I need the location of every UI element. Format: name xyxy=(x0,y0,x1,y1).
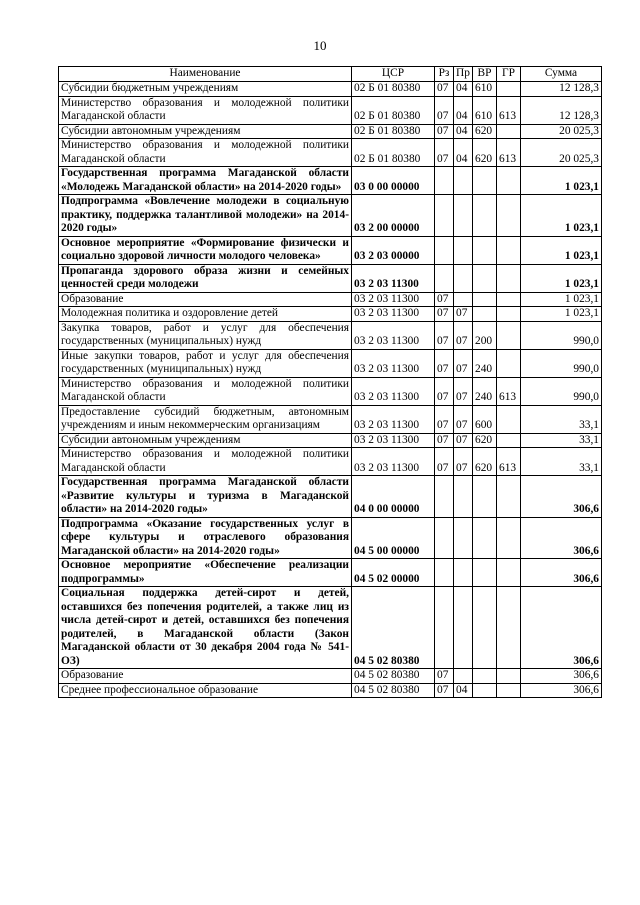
cell-csr: 02 Б 01 80380 xyxy=(352,82,435,97)
cell-pr: 04 xyxy=(454,124,473,139)
cell-csr: 03 2 03 11300 xyxy=(352,349,435,377)
cell-gr: 613 xyxy=(497,139,521,167)
cell-pr xyxy=(454,292,473,307)
cell-gr xyxy=(497,669,521,684)
cell-name: Социальная поддержка детей-сирот и детей, оставшихся без попечения родителей, а также лиц из числа детей-сирот и детей, оставшихся без попечения родителей, в Магаданской области (Закон Магаданской области от 30 декабря 2004 года № 541-ОЗ) xyxy=(59,587,352,669)
cell-vr: 620 xyxy=(473,433,497,448)
cell-pr xyxy=(454,587,473,669)
cell-pr: 04 xyxy=(454,82,473,97)
cell-csr: 04 0 00 00000 xyxy=(352,476,435,518)
cell-name: Министерство образования и молодежной политики Магаданской области xyxy=(59,377,352,405)
table-row xyxy=(59,321,602,349)
cell-csr: 03 2 03 11300 xyxy=(352,448,435,476)
cell-pr xyxy=(454,476,473,518)
cell-rz: 07 xyxy=(435,96,454,124)
cell-vr xyxy=(473,669,497,684)
cell-name: Министерство образования и молодежной политики Магаданской области xyxy=(59,96,352,124)
cell-pr xyxy=(454,264,473,292)
cell-gr xyxy=(497,236,521,264)
cell-name: Молодежная политика и оздоровление детей xyxy=(59,307,352,322)
table-row xyxy=(59,292,602,307)
cell-pr: 04 xyxy=(454,683,473,698)
cell-name: Подпрограмма «Оказание государственных услуг в сфере культуры и отраслевого образования Магаданской области» на 2014-2020 годы» xyxy=(59,517,352,559)
table-row xyxy=(59,195,602,237)
table-row xyxy=(59,433,602,448)
cell-vr xyxy=(473,307,497,322)
cell-vr: 610 xyxy=(473,96,497,124)
cell-name: Государственная программа Магаданской области «Развитие культуры и туризма в Магаданской области» на 2014-2020 годы» xyxy=(59,476,352,518)
cell-sum: 306,6 xyxy=(521,476,602,518)
cell-csr: 03 2 03 11300 xyxy=(352,292,435,307)
cell-name: Образование xyxy=(59,292,352,307)
cell-gr xyxy=(497,476,521,518)
cell-vr: 600 xyxy=(473,405,497,433)
cell-pr xyxy=(454,517,473,559)
table-row xyxy=(59,669,602,684)
header-name: Наименование xyxy=(59,67,352,82)
cell-name: Государственная программа Магаданской области «Молодежь Магаданской области» на 2014-2020 годы» xyxy=(59,167,352,195)
cell-name: Субсидии автономным учреждениям xyxy=(59,124,352,139)
table-row xyxy=(59,517,602,559)
cell-pr: 07 xyxy=(454,377,473,405)
cell-name: Образование xyxy=(59,669,352,684)
cell-gr: 613 xyxy=(497,96,521,124)
table-row xyxy=(59,405,602,433)
header-csr: ЦСР xyxy=(352,67,435,82)
cell-rz xyxy=(435,559,454,587)
cell-vr xyxy=(473,292,497,307)
cell-vr: 620 xyxy=(473,139,497,167)
cell-gr xyxy=(497,292,521,307)
cell-sum: 306,6 xyxy=(521,683,602,698)
cell-vr xyxy=(473,264,497,292)
cell-pr xyxy=(454,236,473,264)
cell-rz xyxy=(435,195,454,237)
cell-rz: 07 xyxy=(435,321,454,349)
header-vr: ВР xyxy=(473,67,497,82)
cell-sum: 12 128,3 xyxy=(521,96,602,124)
cell-vr: 620 xyxy=(473,124,497,139)
cell-csr: 04 5 02 00000 xyxy=(352,559,435,587)
cell-sum: 33,1 xyxy=(521,405,602,433)
table-row xyxy=(59,82,602,97)
table-row xyxy=(59,167,602,195)
cell-name: Субсидии автономным учреждениям xyxy=(59,433,352,448)
cell-rz: 07 xyxy=(435,433,454,448)
cell-csr: 03 2 03 11300 xyxy=(352,405,435,433)
cell-gr xyxy=(497,82,521,97)
cell-gr xyxy=(497,349,521,377)
cell-csr: 03 2 03 11300 xyxy=(352,307,435,322)
cell-pr: 07 xyxy=(454,433,473,448)
cell-name: Иные закупки товаров, работ и услуг для обеспечения государственных (муниципальных) нужд xyxy=(59,349,352,377)
cell-vr xyxy=(473,195,497,237)
cell-sum: 1 023,1 xyxy=(521,307,602,322)
cell-sum: 12 128,3 xyxy=(521,82,602,97)
cell-sum: 1 023,1 xyxy=(521,236,602,264)
cell-csr: 03 2 03 11300 xyxy=(352,264,435,292)
cell-csr: 02 Б 01 80380 xyxy=(352,124,435,139)
cell-csr: 03 0 00 00000 xyxy=(352,167,435,195)
cell-rz xyxy=(435,476,454,518)
table-row xyxy=(59,448,602,476)
header-gr: ГР xyxy=(497,67,521,82)
table-row xyxy=(59,96,602,124)
cell-vr: 240 xyxy=(473,377,497,405)
cell-gr xyxy=(497,587,521,669)
cell-sum: 33,1 xyxy=(521,448,602,476)
page-number: 10 xyxy=(313,38,327,53)
cell-pr xyxy=(454,167,473,195)
cell-pr: 04 xyxy=(454,139,473,167)
cell-pr: 07 xyxy=(454,448,473,476)
cell-rz xyxy=(435,587,454,669)
cell-csr: 04 5 02 80380 xyxy=(352,587,435,669)
cell-sum: 33,1 xyxy=(521,433,602,448)
cell-pr: 07 xyxy=(454,349,473,377)
cell-pr: 07 xyxy=(454,405,473,433)
cell-rz: 07 xyxy=(435,82,454,97)
cell-pr: 07 xyxy=(454,321,473,349)
cell-gr xyxy=(497,559,521,587)
cell-sum: 1 023,1 xyxy=(521,167,602,195)
cell-rz: 07 xyxy=(435,405,454,433)
cell-name: Министерство образования и молодежной политики Магаданской области xyxy=(59,139,352,167)
table-row xyxy=(59,236,602,264)
cell-pr xyxy=(454,559,473,587)
cell-csr: 02 Б 01 80380 xyxy=(352,96,435,124)
cell-gr xyxy=(497,683,521,698)
cell-sum: 20 025,3 xyxy=(521,139,602,167)
cell-rz: 07 xyxy=(435,307,454,322)
cell-gr xyxy=(497,517,521,559)
header-pr: Пр xyxy=(454,67,473,82)
cell-vr xyxy=(473,236,497,264)
cell-name: Основное мероприятие «Формирование физически и социально здоровой личности молодого человека» xyxy=(59,236,352,264)
cell-rz xyxy=(435,517,454,559)
cell-csr: 03 2 03 11300 xyxy=(352,433,435,448)
cell-csr: 04 5 02 80380 xyxy=(352,683,435,698)
cell-rz: 07 xyxy=(435,124,454,139)
cell-name: Субсидии бюджетным учреждениям xyxy=(59,82,352,97)
cell-rz: 07 xyxy=(435,448,454,476)
cell-gr: 613 xyxy=(497,377,521,405)
table-row xyxy=(59,307,602,322)
table-row xyxy=(59,587,602,669)
budget-table xyxy=(58,66,602,698)
cell-csr: 03 2 03 00000 xyxy=(352,236,435,264)
cell-vr xyxy=(473,476,497,518)
cell-sum: 1 023,1 xyxy=(521,264,602,292)
cell-vr: 240 xyxy=(473,349,497,377)
cell-pr xyxy=(454,195,473,237)
cell-gr xyxy=(497,405,521,433)
cell-csr: 03 2 00 00000 xyxy=(352,195,435,237)
cell-csr: 02 Б 01 80380 xyxy=(352,139,435,167)
cell-name: Подпрограмма «Вовлечение молодежи в социальную практику, поддержка талантливой молодежи» на 2014-2020 годы» xyxy=(59,195,352,237)
cell-gr xyxy=(497,307,521,322)
cell-name: Основное мероприятие «Обеспечение реализации подпрограммы» xyxy=(59,559,352,587)
table-row xyxy=(59,476,602,518)
table-row xyxy=(59,683,602,698)
cell-sum: 1 023,1 xyxy=(521,292,602,307)
cell-rz: 07 xyxy=(435,683,454,698)
cell-gr: 613 xyxy=(497,448,521,476)
cell-gr xyxy=(497,264,521,292)
table-row xyxy=(59,264,602,292)
cell-rz: 07 xyxy=(435,139,454,167)
cell-sum: 990,0 xyxy=(521,321,602,349)
cell-gr xyxy=(497,124,521,139)
cell-sum: 1 023,1 xyxy=(521,195,602,237)
cell-vr xyxy=(473,517,497,559)
cell-csr: 03 2 03 11300 xyxy=(352,377,435,405)
header-rz: Рз xyxy=(435,67,454,82)
cell-pr xyxy=(454,669,473,684)
cell-name: Министерство образования и молодежной политики Магаданской области xyxy=(59,448,352,476)
header-sum: Сумма xyxy=(521,67,602,82)
cell-rz: 07 xyxy=(435,377,454,405)
table-row xyxy=(59,349,602,377)
cell-sum: 306,6 xyxy=(521,587,602,669)
table-row xyxy=(59,139,602,167)
cell-gr xyxy=(497,167,521,195)
cell-vr xyxy=(473,559,497,587)
cell-vr: 610 xyxy=(473,82,497,97)
cell-pr: 07 xyxy=(454,307,473,322)
cell-rz xyxy=(435,264,454,292)
cell-gr xyxy=(497,321,521,349)
cell-name: Закупка товаров, работ и услуг для обеспечения государственных (муниципальных) нужд xyxy=(59,321,352,349)
cell-sum: 990,0 xyxy=(521,349,602,377)
cell-vr: 200 xyxy=(473,321,497,349)
cell-gr xyxy=(497,433,521,448)
cell-sum: 306,6 xyxy=(521,517,602,559)
table-row xyxy=(59,124,602,139)
cell-csr: 04 5 02 80380 xyxy=(352,669,435,684)
cell-csr: 03 2 03 11300 xyxy=(352,321,435,349)
cell-rz: 07 xyxy=(435,349,454,377)
cell-vr: 620 xyxy=(473,448,497,476)
cell-rz xyxy=(435,167,454,195)
cell-sum: 20 025,3 xyxy=(521,124,602,139)
cell-gr xyxy=(497,195,521,237)
cell-rz: 07 xyxy=(435,669,454,684)
cell-sum: 306,6 xyxy=(521,559,602,587)
cell-vr xyxy=(473,587,497,669)
cell-vr xyxy=(473,167,497,195)
cell-name: Пропаганда здорового образа жизни и семейных ценностей среди молодежи xyxy=(59,264,352,292)
cell-csr: 04 5 00 00000 xyxy=(352,517,435,559)
cell-pr: 04 xyxy=(454,96,473,124)
cell-vr xyxy=(473,683,497,698)
cell-sum: 306,6 xyxy=(521,669,602,684)
table-header-row xyxy=(59,67,602,82)
table-row xyxy=(59,377,602,405)
cell-rz: 07 xyxy=(435,292,454,307)
table-row xyxy=(59,559,602,587)
cell-sum: 990,0 xyxy=(521,377,602,405)
cell-name: Предоставление субсидий бюджетным, автономным учреждениям и иным некоммерческим организациям xyxy=(59,405,352,433)
cell-rz xyxy=(435,236,454,264)
cell-name: Среднее профессиональное образование xyxy=(59,683,352,698)
